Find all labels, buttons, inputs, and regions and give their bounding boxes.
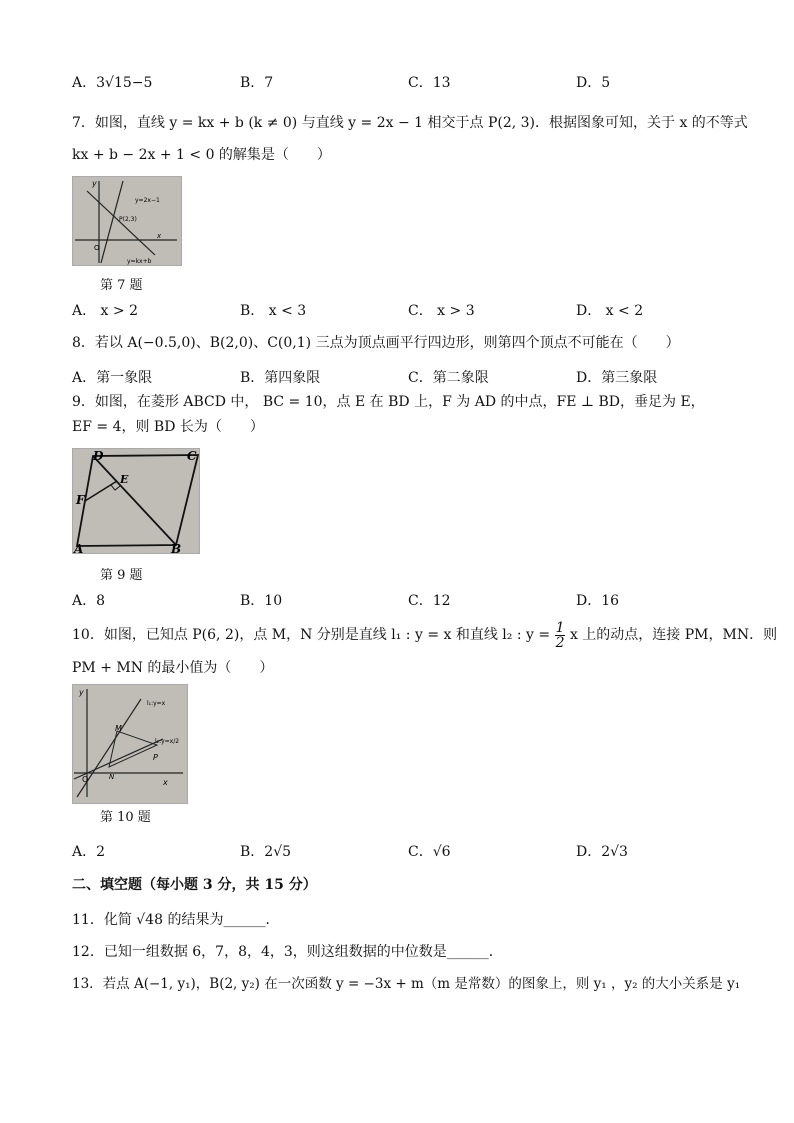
q9-fig-label-a: A <box>74 542 84 553</box>
q9-stem-line2: EF = 4，则 BD 长为（ ） <box>72 419 264 435</box>
q9-caption: 第 9 题 <box>100 568 143 583</box>
q8-option-b: B．第四象限 <box>240 370 321 386</box>
q10-stem-pre: 10．如图，已知点 P(6, 2)，点 M，N 分别是直线 l₁ : y = x 和直线 l₂ : y = <box>72 627 551 643</box>
q6-option-b: B．7 <box>240 75 274 91</box>
q10-fig-l2-label: l₂:y=x/2 <box>155 738 180 745</box>
q9-fig-label-f: F <box>76 493 85 507</box>
q6-option-d: D．5 <box>576 75 611 91</box>
q10-fig-label-p: P <box>153 753 158 762</box>
q9-option-b: B．10 <box>240 593 283 609</box>
q10-stem-post: x 上的动点，连接 PM，MN．则 <box>569 627 778 643</box>
q8-option-a: A．第一象限 <box>72 370 153 386</box>
q7-fig-line2-label: y=kx+b <box>127 258 152 265</box>
q10-option-d: D．2√3 <box>576 844 628 860</box>
q7-option-a: A． x > 2 <box>72 303 138 319</box>
q10-figure <box>72 684 188 804</box>
q10-fig-label-n: N <box>109 773 115 781</box>
q10-stem-line2: PM + MN 的最小值为（ ） <box>72 660 274 676</box>
q7-option-c: C． x > 3 <box>408 303 475 319</box>
q9-stem-line1: 9．如图，在菱形 ABCD 中， BC = 10，点 E 在 BD 上，F 为 AD 的中点，FE ⊥ BD，垂足为 E， <box>72 394 705 410</box>
q6-option-a: A．3√15−5 <box>72 75 153 91</box>
q10-fig-label-m: M <box>115 724 122 733</box>
q10-option-a: A．2 <box>72 844 106 860</box>
q9-option-d: D．16 <box>576 593 620 609</box>
q9-option-a: A．8 <box>72 593 106 609</box>
q10-fraction <box>555 621 566 650</box>
q10-fig-l1-label: l₁:y=x <box>147 700 166 707</box>
section2-heading: 二、填空题（每小题 3 分，共 15 分） <box>72 877 317 893</box>
q13-stem: 13．若点 A(−1, y₁)，B(2, y₂) 在一次函数 y = −3x + m（m 是常数）的图象上，则 y₁ ，y₂ 的大小关系是 y₁ <box>72 976 741 992</box>
q8-stem: 8．若以 A(−0.5,0)、B(2,0)、C(0,1) 三点为顶点画平行四边形，则第四个顶点不可能在（ ） <box>72 335 680 351</box>
q7-caption: 第 7 题 <box>100 278 143 293</box>
q7-option-b: B． x < 3 <box>240 303 307 319</box>
q7-fig-origin-label: O <box>94 244 100 252</box>
q10-frac-num: 1 <box>555 619 565 636</box>
q9-option-c: C．12 <box>408 593 451 609</box>
q7-fig-line1-label: y=2x−1 <box>135 197 160 204</box>
q7-figure <box>72 176 182 266</box>
q10-stem-line1 <box>72 620 777 650</box>
q6-option-c: C．13 <box>408 75 451 91</box>
q10-fig-y-label: y <box>79 688 84 697</box>
q7-fig-y-label: y <box>92 179 97 188</box>
q10-caption: 第 10 题 <box>100 810 151 825</box>
q7-stem-line2: kx + b − 2x + 1 < 0 的解集是（ ） <box>72 147 331 163</box>
q10-option-b: B．2√5 <box>240 844 292 860</box>
q11-stem: 11．化简 √48 的结果为______． <box>72 912 280 928</box>
q12-stem: 12．已知一组数据 6，7，8，4，3，则这组数据的中位数是______． <box>72 944 503 960</box>
q7-stem-line1: 7．如图，直线 y = kx + b (k ≠ 0) 与直线 y = 2x − 1 相交于点 P(2, 3)．根据图象可知，关于 x 的不等式 <box>72 115 748 131</box>
q10-fig-origin-label: O <box>82 775 89 784</box>
q8-option-c: C．第二象限 <box>408 370 489 386</box>
q8-option-d: D．第三象限 <box>576 370 658 386</box>
q7-fig-point-label: P(2,3) <box>119 216 137 223</box>
q10-option-c: C．√6 <box>408 844 451 860</box>
q9-fig-label-e: E <box>120 473 129 486</box>
q9-fig-label-b: B <box>171 542 182 553</box>
q9-fig-label-d: D <box>93 449 104 463</box>
q7-option-d: D． x < 2 <box>576 303 644 319</box>
q9-figure <box>72 448 200 554</box>
q10-fig-x-label: x <box>163 778 168 787</box>
q9-fig-label-c: C <box>187 449 197 463</box>
q7-fig-x-label: x <box>157 232 162 240</box>
q10-frac-den: 2 <box>555 634 565 651</box>
